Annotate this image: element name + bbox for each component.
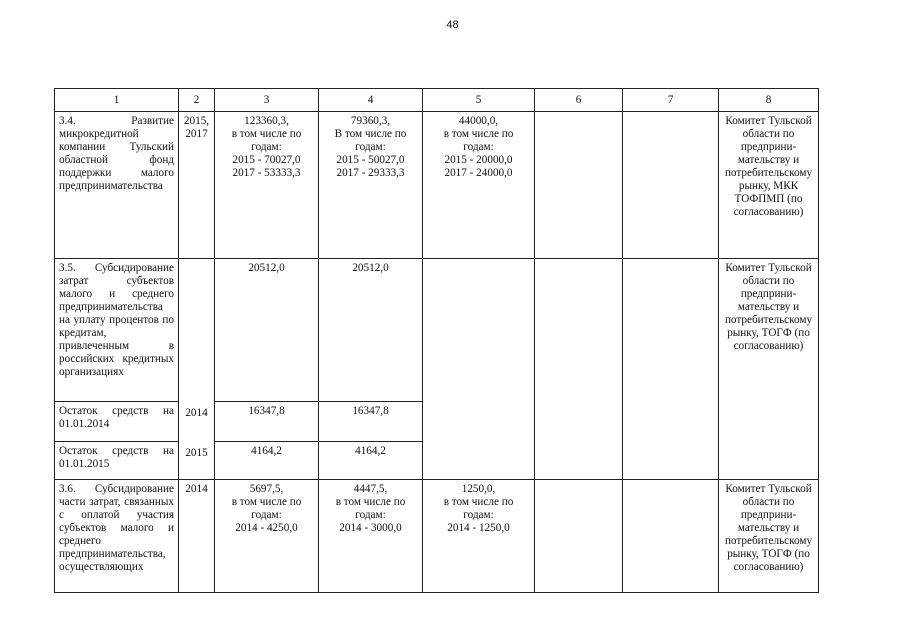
federal-budget-cell <box>423 112 535 259</box>
amount-line: 2015 - 20000,0 <box>444 154 513 166</box>
amount-line: 2015 - 70027,0 <box>232 154 301 166</box>
empty-cell <box>535 259 623 480</box>
header-cell: 2 <box>179 89 215 112</box>
executor-cell: Комитет Тульской области по предприни-мательству и потребительскому рынку, ТОГФ (по согласованию) <box>719 480 819 593</box>
empty-cell <box>423 259 535 480</box>
amount-line: в том числе по <box>443 128 514 140</box>
amount-line: 4447,5, <box>353 483 388 495</box>
total-amount-cell: 4164,2 <box>215 442 319 480</box>
regional-budget-cell: 4164,2 <box>319 442 423 480</box>
amount-line: 44000,0, <box>458 115 499 127</box>
header-cell: 7 <box>623 89 719 112</box>
page-number: 48 <box>446 19 459 31</box>
header-cell: 5 <box>423 89 535 112</box>
amount-line: годам: <box>251 509 282 521</box>
executor-cell: Комитет Тульской области по предприни-мательству и потребительскому рынку, ТОГФ (по согласованию) <box>719 259 819 480</box>
amount-line: годам: <box>355 509 386 521</box>
regional-budget-cell <box>319 112 423 259</box>
amount-line: годам: <box>251 141 282 153</box>
amount-line: 1250,0, <box>461 483 496 495</box>
amount-line: в том числе по <box>335 496 406 508</box>
years-cell: 2015, 2017 <box>179 112 215 259</box>
amount-line: В том числе по <box>334 128 407 140</box>
measure-name-cell: 3.5. Субсидирование затрат субъектов малого и среднего предпринимательства на уплату процентов по кредитам, привлеченным в российских кредитных организациях <box>55 259 179 402</box>
table-row <box>55 112 819 259</box>
years-cell <box>179 259 215 480</box>
amount-line: 5697,5, <box>249 483 284 495</box>
table-row <box>55 259 819 402</box>
regional-budget-cell: 16347,8 <box>319 402 423 442</box>
years-line: 2015 <box>185 447 208 459</box>
amount-line: 2014 - 3000,0 <box>339 522 402 534</box>
amount-line: годам: <box>355 141 386 153</box>
amount-line: годам: <box>463 141 494 153</box>
remainder-name-cell: Остаток средств на 01.01.2014 <box>55 402 179 442</box>
amount-line: 79360,3, <box>350 115 391 127</box>
header-cell: 8 <box>719 89 819 112</box>
years-cell: 2014 <box>179 480 215 593</box>
total-amount-cell: 16347,8 <box>215 402 319 442</box>
amount-line: 123360,3, <box>244 115 289 127</box>
regional-budget-cell: 20512,0 <box>319 259 423 402</box>
empty-cell <box>535 112 623 259</box>
remainder-name-cell: Остаток средств на 01.01.2015 <box>55 442 179 480</box>
regional-budget-cell <box>319 480 423 593</box>
amount-line: 2017 - 53333,3 <box>232 167 301 179</box>
amount-line: 2014 - 1250,0 <box>447 522 510 534</box>
amount-line: 2015 - 50027,0 <box>336 154 405 166</box>
federal-budget-cell <box>423 480 535 593</box>
empty-cell <box>535 480 623 593</box>
executor-cell: Комитет Тульской области по предприни-мательству и потребительскому рынку, МКК ТОФПМП (по согласованию) <box>719 112 819 259</box>
header-cell: 1 <box>55 89 179 112</box>
measures-table <box>54 88 819 593</box>
table-row <box>55 480 819 593</box>
amount-line: 2017 - 24000,0 <box>444 167 513 179</box>
total-amount-cell <box>215 112 319 259</box>
amount-line: 2014 - 4250,0 <box>235 522 298 534</box>
header-cell: 6 <box>535 89 623 112</box>
empty-cell <box>623 480 719 593</box>
amount-line: в том числе по <box>231 496 302 508</box>
amount-line: в том числе по <box>443 496 514 508</box>
amount-line: 2017 - 29333,3 <box>336 167 405 179</box>
amount-line: в том числе по <box>231 128 302 140</box>
amount-line: годам: <box>463 509 494 521</box>
header-cell: 3 <box>215 89 319 112</box>
measure-name-cell: 3.4. Развитие микрокредитной компании Тульский областной фонд поддержки малого предпринимательства <box>55 112 179 259</box>
empty-cell <box>623 259 719 480</box>
measure-name-cell: 3.6. Субсидирование части затрат, связанных с оплатой участия субъектов малого и среднего предпринимательства, осуществляющих <box>55 480 179 593</box>
years-line: 2014 <box>185 407 208 419</box>
header-cell: 4 <box>319 89 423 112</box>
empty-cell <box>623 112 719 259</box>
table-header-row <box>55 89 819 112</box>
total-amount-cell <box>215 480 319 593</box>
total-amount-cell: 20512,0 <box>215 259 319 402</box>
